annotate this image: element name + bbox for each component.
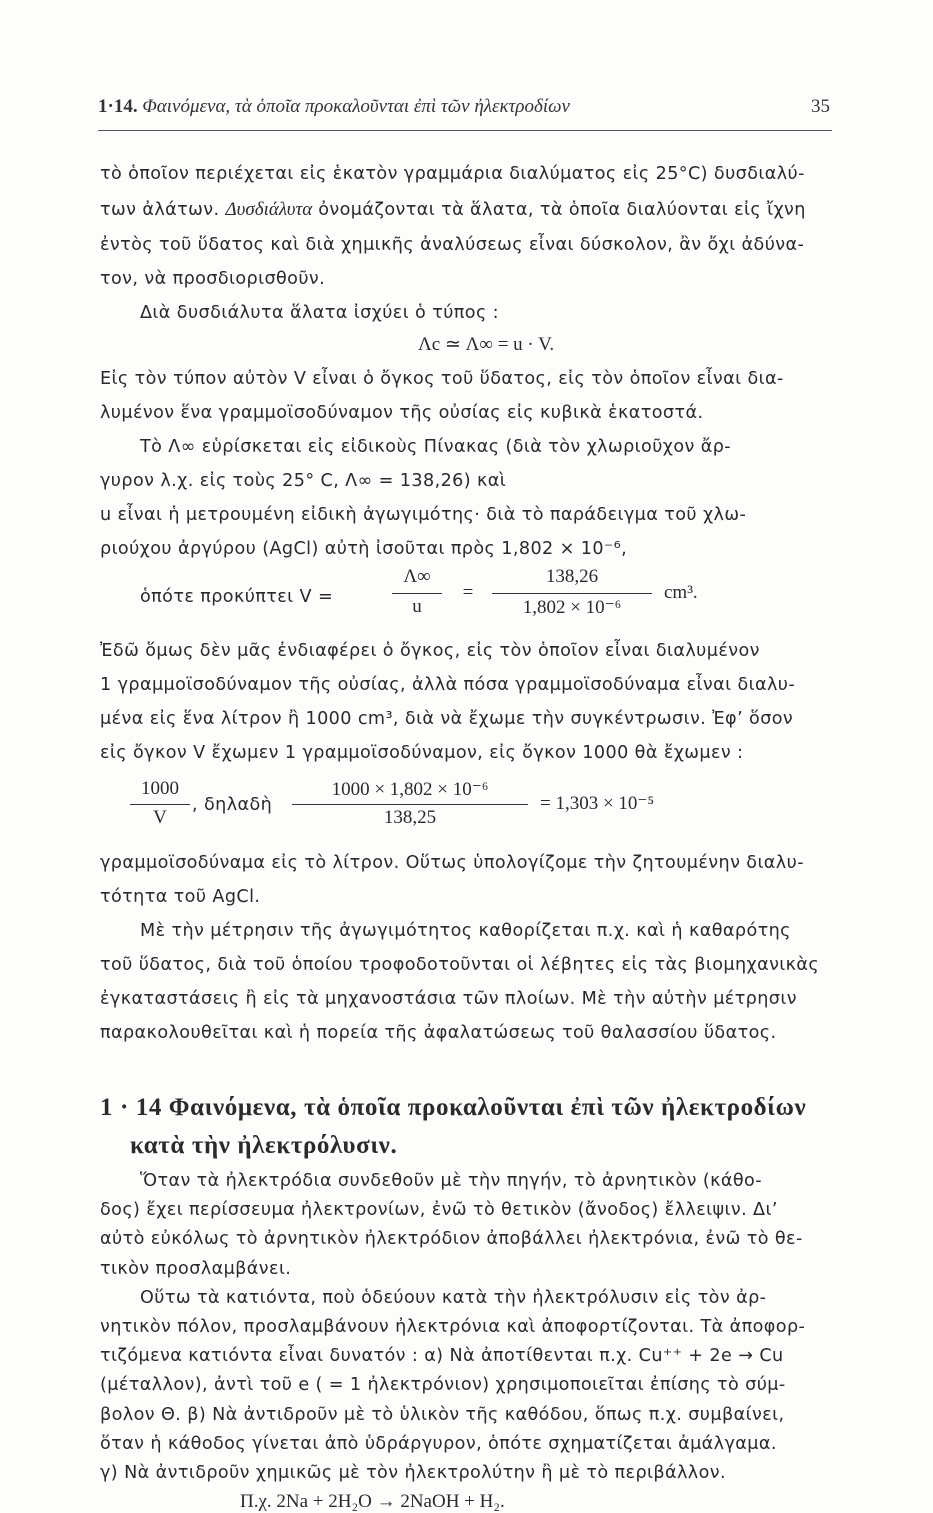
fraction-denominator: V xyxy=(153,807,167,828)
text-line: τικὸν προσλαμβάνει. xyxy=(100,1258,292,1279)
text-line: (μέταλλον), ἀντὶ τοῦ e ( = 1 ἠλεκτρόνιον) χρησιμοποιεῖται ἐπίσης τὸ σύμ- xyxy=(100,1375,786,1396)
formula-line: Λc ≃ Λ∞ = u · V. xyxy=(418,334,555,355)
text-line: Ὅταν τὰ ἠλεκτρόδια συνδεθοῦν μὲ τὴν πηγήν, τὸ ἀρνητικὸν (κάθο- xyxy=(140,1171,762,1191)
emphasis-term: Δυσδιάλυτα xyxy=(225,199,313,220)
fraction-numerator: 1000 × 1,802 × 10⁻⁶ xyxy=(331,779,489,800)
text-line: μένα εἰς ἕνα λίτρον ἢ 1000 cm³, διὰ νὰ ἔχωμε τὴν συγκέντρωσιν. Ἐφ’ ὅσον xyxy=(100,709,794,729)
equals-sign: = xyxy=(462,582,474,603)
text-line: τιζόμενα κατιόντα εἶναι δυνατόν : α) Νὰ ἀποτίθενται π.χ. Cu⁺⁺ + 2e → Cu xyxy=(100,1346,784,1367)
text-line: γ) Νὰ ἀντιδροῦν χημικῶς μὲ τὸν ἠλεκτρολύτην ἢ μὲ τὸ περιβάλλον. xyxy=(100,1463,727,1483)
text-line: λυμένον ἕνα γραμμοϊσοδύναμον τῆς οὐσίας εἰς κυβικὰ ἑκατοστά. xyxy=(100,403,704,423)
running-head-text: Φαινόμενα, τὰ ὁποῖα προκαλοῦνται ἐπὶ τῶν ἠλεκτροδίων xyxy=(142,96,570,117)
fraction-numerator: 1000 xyxy=(141,778,179,799)
text-line: Διὰ δυσδιάλυτα ἅλατα ἰσχύει ὁ τύπος : xyxy=(140,303,499,323)
text-line: αὐτὸ εὐκόλως τὸ ἀρνητικὸν ἠλεκτρόδιον ἀποβάλλει ἠλεκτρόνια, ἐνῶ τὸ θε- xyxy=(100,1229,803,1250)
text-line: γραμμοϊσοδύναμα εἰς τὸ λίτρον. Οὕτως ὑπολογίζομε τὴν ζητουμένην διαλυ- xyxy=(100,853,804,873)
text-line: Τὸ Λ∞ εὑρίσκεται εἰς εἰδικοὺς Πίνακας (διὰ τὸν χλωριοῦχον ἄρ- xyxy=(140,437,732,457)
equation-result: = 1,303 × 10⁻⁵ xyxy=(540,793,655,814)
text-line: Οὕτω τὰ κατιόντα, ποὺ ὁδεύουν κατὰ τὴν ἠλεκτρόλυσιν εἰς τὸν ἀρ- xyxy=(140,1287,767,1308)
header-rule xyxy=(98,130,832,131)
running-head xyxy=(98,94,830,128)
fraction-bar xyxy=(130,804,190,805)
formula-line: Π.χ. 2Na + 2H₂O → 2NaOH + H₂. xyxy=(240,1491,505,1513)
text-line: ριούχου ἀργύρου (AgCl) αὐτὴ ἰσοῦται πρὸς 1,802 × 10⁻⁶, xyxy=(100,539,628,559)
text-line: Μὲ τὴν μέτρησιν τῆς ἀγωγιμότητος καθορίζεται π.χ. καὶ ἡ καθαρότης xyxy=(140,921,791,941)
fraction-bar xyxy=(392,593,442,594)
text-line: u εἶναι ἡ μετρουμένη εἰδικὴ ἀγωγιμότης· διὰ τὸ παράδειγμα τοῦ χλω- xyxy=(100,505,747,525)
text-line: δος) ἔχει περίσσευμα ἠλεκτρονίων, ἐνῶ τὸ θετικὸν (ἄνοδος) ἔλλειψιν. Δι’ xyxy=(100,1200,778,1221)
equation-text: , δηλαδὴ xyxy=(192,795,273,815)
text-line: των ἀλάτων. Δυσδιάλυτα ὀνομάζονται τὰ ἅλατα, τὰ ὁποῖα διαλύονται εἰς ἴχνη xyxy=(100,199,806,220)
text-line: Ἐδῶ ὅμως δὲν μᾶς ἐνδιαφέρει ὁ ὄγκος, εἰς τὸν ὁποῖον εἶναι διαλυμένον xyxy=(100,641,760,661)
text-line: εἰς ὄγκον V ἔχωμεν 1 γραμμοϊσοδύναμον, εἰς ὄγκον 1000 θὰ ἔχωμεν : xyxy=(100,743,744,763)
unit-label: cm³. xyxy=(664,582,698,603)
text-line: Εἰς τὸν τύπον αὐτὸν V εἶναι ὁ ὄγκος τοῦ ὕδατος, εἰς τὸν ὁποῖον εἶναι δια- xyxy=(100,369,784,389)
page-number: 35 xyxy=(811,96,830,117)
text-line: τον, νὰ προσδιορισθοῦν. xyxy=(100,269,326,289)
text-line: τὸ ὁποῖον περιέχεται εἰς ἑκατὸν γραμμάρια διαλύματος εἰς 25°C) δυσδιαλύ- xyxy=(100,164,805,184)
fraction-bar xyxy=(492,593,652,594)
text-line: νητικὸν πόλον, προσλαμβάνουν ἠλεκτρόνια καὶ ἀποφορτίζονται. Τὰ ἀποφορ- xyxy=(100,1317,806,1337)
fraction-bar xyxy=(292,804,528,805)
fraction-denominator: u xyxy=(412,596,422,617)
fraction-denominator: 138,25 xyxy=(383,807,437,828)
running-head-section: 1·14. xyxy=(98,96,138,117)
text-line: παρακολουθεῖται καὶ ἡ πορεία τῆς ἀφαλατώσεως τοῦ θαλασσίου ὕδατος. xyxy=(100,1023,777,1043)
text-line: ἐντὸς τοῦ ὕδατος καὶ διὰ χημικῆς ἀναλύσεως εἶναι δύσκολον, ἂν ὄχι ἀδύνα- xyxy=(100,235,805,255)
equation-prefix: ὁπότε προκύπτει V = xyxy=(140,587,334,607)
text-line: ἐγκαταστάσεις ἢ εἰς τὰ μηχανοστάσια τῶν πλοίων. Μὲ τὴν αὐτὴν μέτρησιν xyxy=(100,989,797,1009)
text-line: 1 γραμμοϊσοδύναμον τῆς οὐσίας, ἀλλὰ πόσα γραμμοϊσοδύναμα εἶναι διαλυ- xyxy=(100,675,796,695)
text-line: βολον Θ. β) Νὰ ἀντιδροῦν μὲ τὸ ὑλικὸν τῆς καθόδου, ὅπως π.χ. συμβαίνει, xyxy=(100,1404,785,1425)
fraction-numerator: 138,26 xyxy=(545,566,599,587)
section-heading-cont: κατὰ τὴν ἠλεκτρόλυσιν. xyxy=(130,1132,398,1159)
fraction-numerator: Λ∞ xyxy=(403,566,431,587)
fraction-denominator: 1,802 × 10⁻⁶ xyxy=(522,597,622,618)
text-line: τοῦ ὕδατος, διὰ τοῦ ὁποίου τροφοδοτοῦνται οἱ λέβητες εἰς τὰς βιομηχανικὰς xyxy=(100,955,820,975)
text-line: γυρον λ.χ. εἰς τοὺς 25° C, Λ∞ = 138,26) καὶ xyxy=(100,471,507,491)
text-line: τότητα τοῦ AgCl. xyxy=(100,887,261,907)
section-heading: 1 · 14 Φαινόμενα, τὰ ὁποῖα προκαλοῦνται ἐπὶ τῶν ἠλεκτροδίων xyxy=(100,1094,807,1121)
running-head-title xyxy=(98,96,570,118)
text-line: ὅταν ἡ κάθοδος γίνεται ἀπὸ ὑδράργυρον, ὁπότε σχηματίζεται ἀμάλγαμα. xyxy=(100,1433,777,1454)
